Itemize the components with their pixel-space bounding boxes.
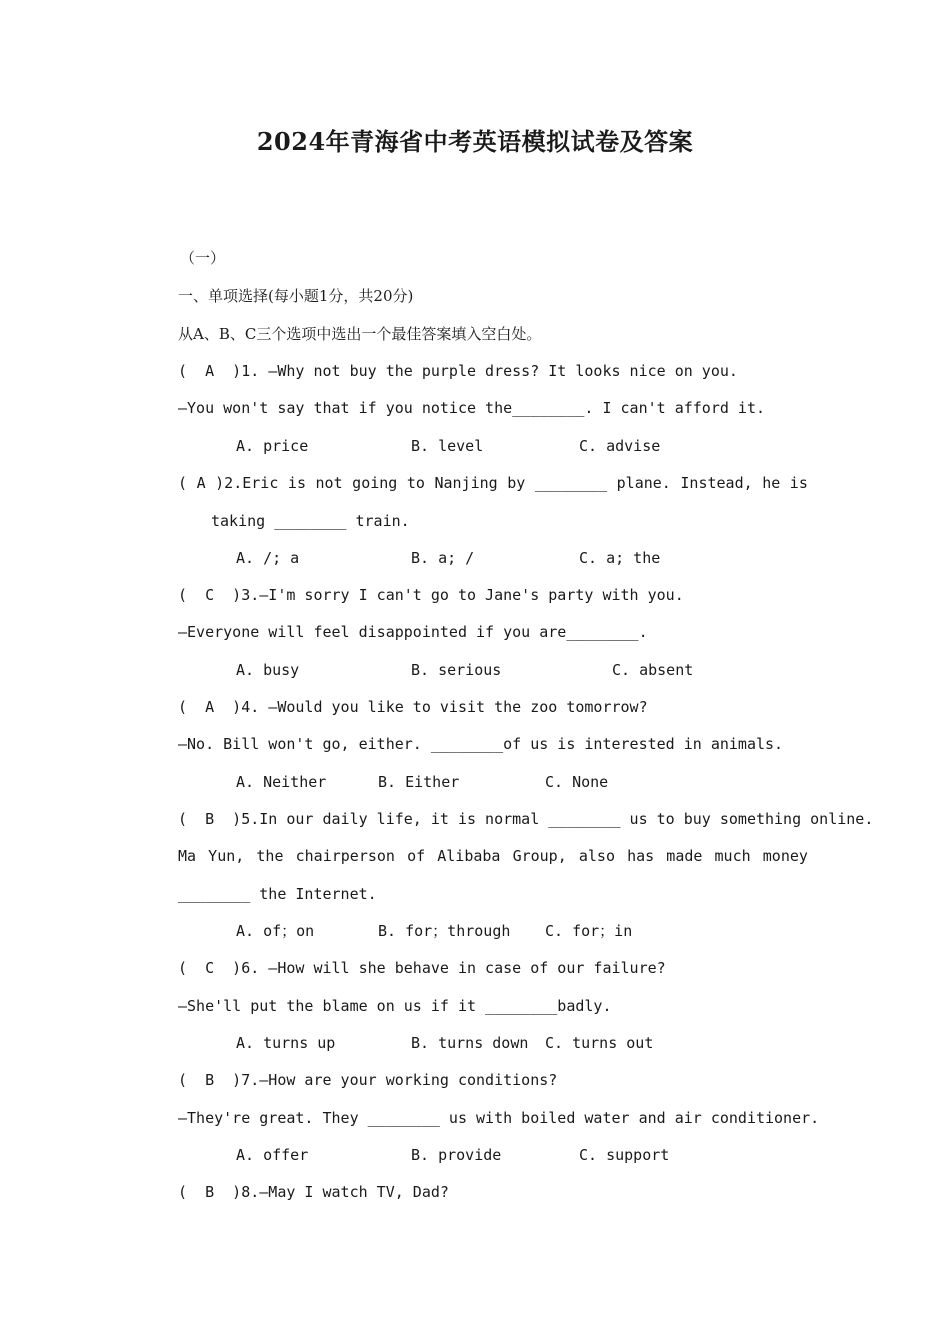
reply-word: much	[714, 847, 751, 865]
question-3-option-c: C. absent	[612, 661, 694, 679]
reply-word: Ma	[178, 847, 197, 865]
question-2-stem	[178, 473, 808, 493]
reply-word: Alibaba	[437, 847, 501, 865]
question-1-reply: —You won't say that if you notice the________. I can't afford it.	[178, 399, 765, 417]
question-5-reply-continued: ________ the Internet.	[178, 885, 377, 903]
stem-word: )2.Eric	[215, 474, 279, 492]
question-6-option-b: B. turns down	[411, 1034, 529, 1052]
question-6-option-c: C. turns out	[545, 1034, 654, 1052]
stem-word: not	[315, 474, 343, 492]
reply-word: of	[407, 847, 426, 865]
question-1-option-c: C. advise	[579, 437, 661, 455]
question-6-reply: —She'll put the blame on us if it ________badly.	[178, 997, 612, 1015]
question-7-stem: ( B )7.—How are your working conditions?	[178, 1071, 558, 1089]
reply-word: chairperson	[295, 847, 395, 865]
question-2-option-c: C. a; the	[579, 549, 661, 567]
question-6-stem: ( C )6. —How will she behave in case of our failure?	[178, 959, 666, 977]
question-4-stem: ( A )4. —Would you like to visit the zoo tomorrow?	[178, 698, 648, 716]
instruction: 从A、B、C三个选项中选出一个最佳答案填入空白处。	[178, 325, 542, 343]
question-4-option-c: C. None	[545, 773, 609, 791]
question-7-option-b: B. provide	[411, 1146, 502, 1164]
question-7-option-a: A. offer	[236, 1146, 309, 1164]
reply-word: has	[627, 847, 655, 865]
stem-word: (	[178, 474, 188, 492]
reply-word: the	[256, 847, 284, 865]
question-2-option-b: B. a; /	[411, 549, 475, 567]
question-7-option-c: C. support	[579, 1146, 670, 1164]
question-1-option-b: B. level	[411, 437, 484, 455]
question-2-stem-continued: taking ________ train.	[211, 512, 410, 530]
question-7-reply: —They're great. They ________ us with boiled water and air conditioner.	[178, 1109, 820, 1127]
question-5-option-a: A. of；on	[236, 922, 315, 940]
section-number: （一）	[180, 249, 226, 267]
stem-word: plane.	[616, 474, 671, 492]
question-8-stem: ( B )8.—May I watch TV, Dad?	[178, 1183, 449, 1201]
question-6-option-a: A. turns up	[236, 1034, 336, 1052]
reply-word: Yun,	[208, 847, 245, 865]
stem-word: by	[507, 474, 526, 492]
question-4-option-b: B. Either	[378, 773, 460, 791]
question-4-reply: —No. Bill won't go, either. ________of us is interested in animals.	[178, 735, 784, 753]
reply-word: Group,	[512, 847, 567, 865]
stem-word: going	[352, 474, 398, 492]
reply-word: made	[666, 847, 703, 865]
page-title: 2024年青海省中考英语模拟试卷及答案	[256, 127, 694, 156]
question-5-reply	[178, 846, 808, 866]
stem-word: he	[762, 474, 781, 492]
question-5-stem: ( B )5.In our daily life, it is normal ________ us to buy something online.	[178, 810, 874, 828]
question-1-option-a: A. price	[236, 437, 309, 455]
stem-word: ________	[534, 474, 608, 492]
stem-word: is	[789, 474, 808, 492]
question-4-option-a: A. Neither	[236, 773, 327, 791]
question-2-option-a: A. /; a	[236, 549, 300, 567]
reply-word: money	[762, 847, 808, 865]
stem-word: to	[406, 474, 425, 492]
stem-word: Instead,	[680, 474, 753, 492]
question-5-option-b: B. for；through	[378, 922, 511, 940]
question-3-reply: —Everyone will feel disappointed if you are________.	[178, 623, 648, 641]
question-1-stem: ( A )1. —Why not buy the purple dress? It looks nice on you.	[178, 362, 738, 380]
question-5-option-c: C. for；in	[545, 922, 633, 940]
question-3-option-a: A. busy	[236, 661, 300, 679]
stem-word: A	[196, 474, 206, 492]
stem-word: is	[287, 474, 306, 492]
reply-word: also	[578, 847, 615, 865]
question-3-option-b: B. serious	[411, 661, 502, 679]
section-heading: 一、单项选择(每小题1分，共20分)	[178, 287, 414, 305]
stem-word: Nanjing	[434, 474, 498, 492]
question-3-stem: ( C )3.—I'm sorry I can't go to Jane's party with you.	[178, 586, 684, 604]
